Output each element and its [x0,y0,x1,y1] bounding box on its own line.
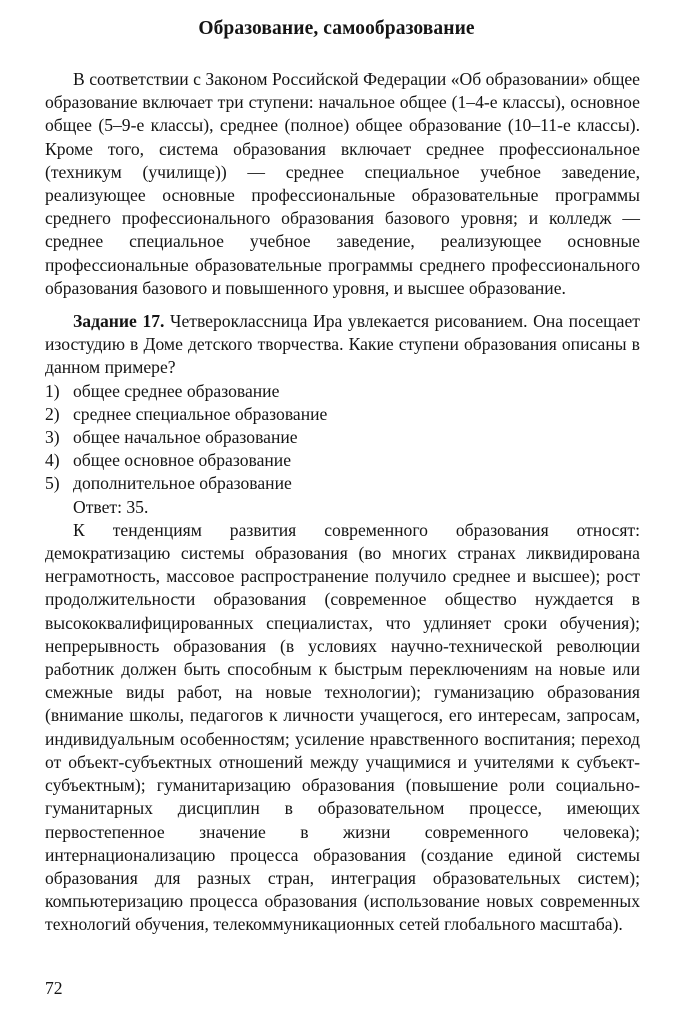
trends-paragraph: К тенденциям развития современного образования относят: демократизацию системы образования (во многих странах ликвидирована неграмотность, массовое распространение получило среднее и высшее); рост продолжительности образования (современное общество нуждается в высококвалифицированных специалистах, что удлиняет сроки обучения); непрерывность образования (в условиях научно-технической революции работник должен быть способным к быстрым переключениям на новые или смежные виды работ, на новые технологии); гуманизацию образования (внимание школы, педагогов к личности учащегося, его интересам, запросам, индивидуальным особенностям; усиление нравственного воспитания; переход от объект-субъектных отношений между учащимися и учителями к субъект-субъектным); гуманитаризацию образования (повышение роли социально-гуманитарных дисциплин в образовательном процессе, имеющих первостепенное значение в жизни современного человека); интернационализацию процесса образования (создание единой системы образования для разных стран, интеграция образовательных систем); компьютеризацию процесса образования (использование новых современных технологий обучения, телекоммуникационных сетей глобального масштаба). [45,519,640,935]
task-options [45,380,640,496]
task-option [45,403,640,426]
option-number: 4) [45,450,60,471]
task-paragraph [45,310,640,380]
task-text: Четвероклассница Ира увлекается рисованием. Она посещает изостудию в Доме детского творчества. Какие ступени образования описаны в данном примере? [45,311,640,378]
option-number: 5) [45,473,60,494]
option-text: общее основное образование [73,450,292,471]
page-number: 72 [45,978,63,998]
task-answer: Ответ: 35. [73,496,149,517]
option-text: дополнительное образование [73,473,292,494]
page-body [45,68,640,937]
task-option [45,449,640,472]
task-option [45,426,640,449]
option-text: общее начальное образование [73,427,298,448]
task-option [45,472,640,495]
task-option [45,380,640,403]
option-text: среднее специальное образование [73,403,328,424]
option-number: 1) [45,380,60,401]
task-label: Задание 17. [73,311,165,332]
option-number: 2) [45,403,60,424]
page-title: Образование, самообразование [198,18,475,39]
intro-paragraph: В соответствии с Законом Российской Федерации «Об образовании» общее образование включает три ступени: начальное общее (1–4-е классы), основное общее (5–9-е классы), среднее (полное) общее образование (10–11-е классы). Кроме того, система образования включает среднее профессиональное (техникум (училище)) — среднее специальное учебное заведение, реализующее основные профессиональные образовательные программы среднего профессионального образования базового уровня; и колледж — среднее специальное учебное заведение, реализующее основные профессиональные образовательные программы среднего профессионального образования базового и повышенного уровня, и высшее образование. [45,69,640,298]
option-number: 3) [45,427,60,448]
option-text: общее среднее образование [73,380,280,401]
